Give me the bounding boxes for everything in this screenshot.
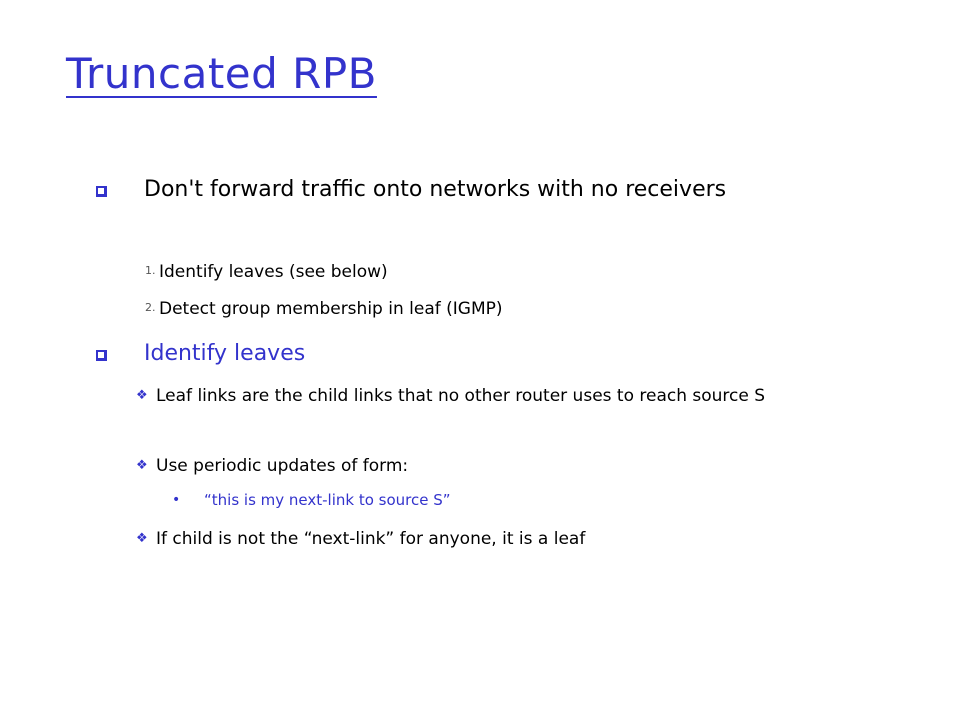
bullet-item xyxy=(96,338,836,370)
numbered-item xyxy=(145,260,665,284)
hollow-square-bullet-icon xyxy=(96,186,107,197)
sub-bullet-item xyxy=(136,454,836,478)
diamond-cross-bullet-icon: ❖ xyxy=(136,458,148,473)
diamond-cross-bullet-icon: ❖ xyxy=(136,388,148,403)
sub-bullet-item xyxy=(136,527,836,551)
list-number: 1. xyxy=(145,264,156,277)
list-number: 2. xyxy=(145,301,156,314)
numbered-item-text: Identify leaves (see below) xyxy=(159,262,388,282)
sub-sub-bullet-text: “this is my next-link to source S” xyxy=(204,491,451,509)
sub-bullet-item xyxy=(136,384,836,408)
bullet-text: Identify leaves xyxy=(144,341,306,366)
hollow-square-bullet-icon xyxy=(96,350,107,361)
sub-bullet-text: Use periodic updates of form: xyxy=(156,456,409,476)
sub-sub-bullet-item xyxy=(172,490,792,510)
numbered-item xyxy=(145,297,665,321)
bullet-text: Don't forward traffic onto networks with no receivers xyxy=(144,177,727,202)
bullet-item xyxy=(96,174,836,206)
dot-bullet-icon: • xyxy=(172,492,181,508)
numbered-item-text: Detect group membership in leaf (IGMP) xyxy=(159,299,503,319)
diamond-cross-bullet-icon: ❖ xyxy=(136,531,148,546)
sub-bullet-text: If child is not the “next-link” for anyone, it is a leaf xyxy=(156,529,586,549)
sub-bullet-text: Leaf links are the child links that no other router uses to reach source S xyxy=(156,386,766,406)
slide-title: Truncated RPB xyxy=(66,49,377,98)
